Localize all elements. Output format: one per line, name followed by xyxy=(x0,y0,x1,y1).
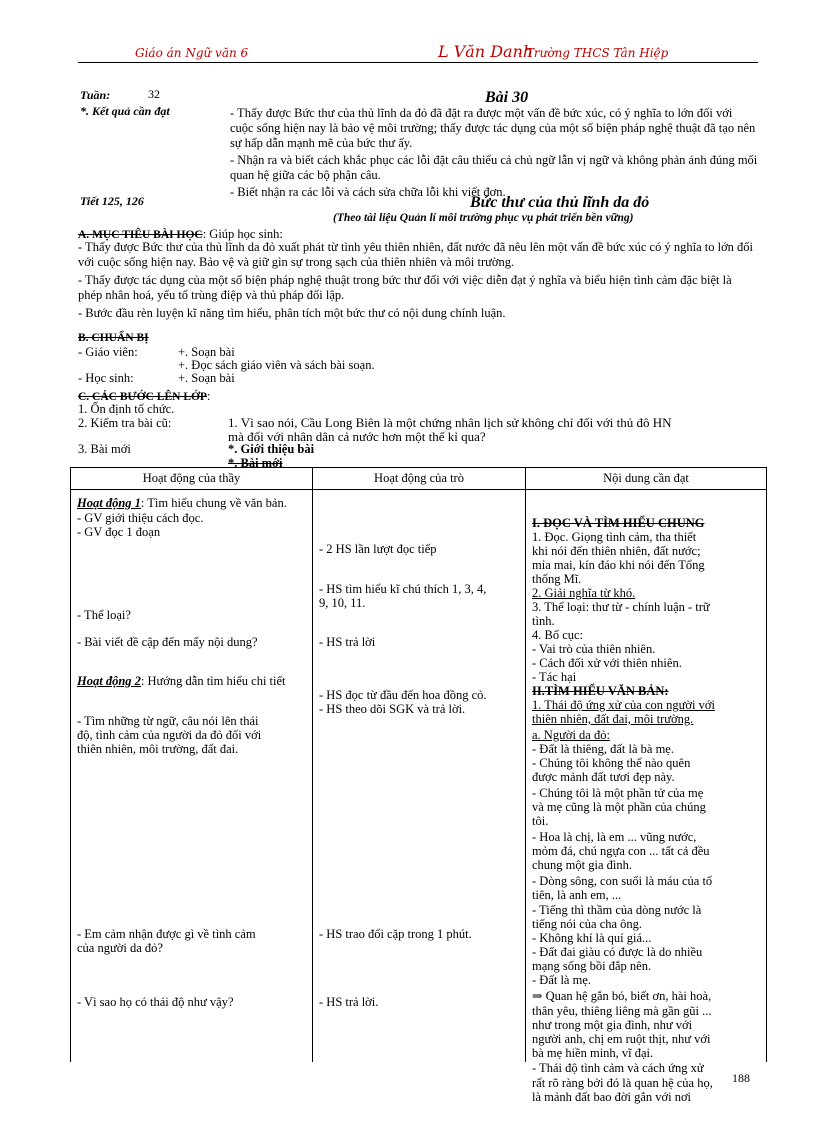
content-item-line: - Tác hại xyxy=(532,670,577,684)
teacher-activity-line: - Vì sao họ có thái độ như vậy? xyxy=(77,995,234,1009)
content-item-line: II.TÌM HIỂU VĂN BẢN: xyxy=(532,684,669,698)
content-item-line: 3. Thể loại: thư từ - chính luận - trữ xyxy=(532,600,710,614)
content-item-line: được mảnh đất tươi đẹp này. xyxy=(532,770,675,784)
section-a-items xyxy=(78,240,758,321)
student-activity-line: 9, 10, 11. xyxy=(319,596,366,610)
text-subtitle: (Theo tài liệu Quản lí môi trường phục vụ phát triển bền vững) xyxy=(333,212,634,224)
text-title: Bức thư của thủ lĩnh da đỏ xyxy=(470,194,650,211)
content-item-line: - Không khí là quí giá... xyxy=(532,931,652,945)
page-number: 188 xyxy=(732,1071,750,1085)
section-c-heading: C. CÁC BƯỚC LÊN LỚP xyxy=(78,391,207,403)
activity-description: : Tìm hiểu chung về văn bản. xyxy=(140,496,287,510)
student-activity-line: - HS đọc từ đầu đến hoa đồng cỏ. xyxy=(319,688,487,702)
content-item-line: rất rõ ràng bởi đó là quan hệ của họ, xyxy=(532,1076,713,1090)
week-label: Tuần: xyxy=(80,88,111,102)
student-activity-line: - HS tìm hiểu kĩ chú thích 1, 3, 4, xyxy=(319,582,487,596)
teacher-column xyxy=(71,490,312,1062)
period-label: Tiết 125, 126 xyxy=(80,194,144,208)
content-item-line: 1. Thái độ ứng xử của con người với xyxy=(532,698,715,712)
header-author: L Văn Danh xyxy=(438,42,534,61)
result-item-2: - Nhận ra và biết cách khắc phục các lỗi đặt câu thiếu cả chủ ngữ lẫn vị ngữ và không phản ánh đúng mối quan hệ giữa các bộ phận câu. xyxy=(230,153,758,182)
teacher-activity-line: - Bài viết đề cập đến mấy nội dung? xyxy=(77,635,258,649)
teacher-activity-line: độ, tình cảm của người da đỏ đối với xyxy=(77,728,262,742)
teacher-activity-line: - GV giới thiệu cách đọc. xyxy=(77,511,204,525)
content-item-line: mỉa mai, kín đáo khi nói đến Tổng xyxy=(532,558,705,572)
content-item-line: là mảnh đất bao đời gắn với nơi xyxy=(532,1090,692,1104)
content-item-line: và mẹ cũng là một phần của chúng xyxy=(532,800,706,814)
student-activity-line: - HS trả lời xyxy=(319,635,376,649)
objective-2: - Thấy được tác dụng của một số biện pháp nghệ thuật trong bức thư đối với việc diễn đạt ý nghĩa và biểu hiện tình cảm đặc biệt là phép nhân hoá, yếu tố trùng điệp và thủ pháp đối lập. xyxy=(78,273,732,302)
student-activity-line: - 2 HS lần lượt đọc tiếp xyxy=(319,542,437,556)
content-item-line: - Chúng tôi không thể nào quên xyxy=(532,756,691,770)
intro-label: *. Giới thiệu bài xyxy=(228,442,315,456)
student-activity-line: - HS trao đổi cặp trong 1 phút. xyxy=(319,927,472,941)
content-item-line: - Vai trò của thiên nhiên. xyxy=(532,642,656,656)
header-left: Giáo án Ngữ văn 6 xyxy=(135,46,249,60)
content-item-line: - Dòng sông, con suối là máu của tổ xyxy=(532,874,713,888)
header-rule xyxy=(78,62,758,63)
content-item-line: - Cách đối xử với thiên nhiên. xyxy=(532,656,682,670)
content-item-line: khi nói đến thiên nhiên, đất nước; xyxy=(532,544,701,558)
teacher-activity-line: thiên nhiên, môi trường, đất đai. xyxy=(77,742,239,756)
section-a-lead: : Giúp học sinh: xyxy=(202,227,283,241)
step-2-question-1: 1. Vì sao nói, Cầu Long Biên là một chứng nhân lịch sử không chỉ đối với thủ đô HN xyxy=(228,415,672,430)
content-item-line: a. Người da đỏ: xyxy=(532,728,610,742)
step-3-label: 3. Bài mới xyxy=(78,442,131,456)
objective-1: - Thấy được Bức thư của thủ lĩnh da đỏ xuất phát từ tình yêu thiên nhiên, đất nước đã nêu lên một vấn đề bức xúc có ý nghĩa to lớn đối với cuộc sống hiện nay. Bảo vệ và giữ gìn sự trong sạch của thiên nhiên và môi trường. xyxy=(78,240,754,269)
content-item-line: - Hoa là chị, là em ... vũng nước, xyxy=(532,830,697,844)
content-item-line: tôi. xyxy=(532,814,549,828)
content-item-line: - Thái độ tình cảm và cách ứng xử xyxy=(532,1061,704,1075)
content-item-line: tiên, là anh em, ... xyxy=(532,888,622,902)
result-item-3: - Biết nhận ra các lỗi và cách sửa chữa lỗi khi viết đơn. xyxy=(230,185,506,199)
teacher-activity-line: của người da đỏ? xyxy=(77,941,163,955)
header-content: Nội dung cần đạt xyxy=(526,468,767,490)
content-item-line: người anh, chị em ruột thịt, như với xyxy=(532,1032,711,1046)
teacher-prep-1: +. Soạn bài xyxy=(178,345,235,359)
teacher-prep-2: +. Đọc sách giáo viên và sách bài soạn. xyxy=(178,358,375,372)
content-item-line: ⇒ Quan hệ gắn bó, biết ơn, hài hoà, xyxy=(532,989,712,1003)
content-item-line: bà mẹ hiền minh, vĩ đại. xyxy=(532,1046,654,1060)
content-item-line: chung một gia đình. xyxy=(532,858,632,872)
section-c-heading-tail: : xyxy=(206,389,211,403)
header-student-activity: Hoạt động của trò xyxy=(313,468,526,490)
result-label: *. Kết quả cần đạt xyxy=(80,104,170,118)
content-item-line: thiên nhiên, đất đai, môi trường. xyxy=(532,712,694,726)
content-item-line: mỏm đá, chú ngựa con ... tất cả đều xyxy=(532,844,710,858)
content-item-line: - Đất là mẹ. xyxy=(532,973,592,987)
teacher-activity-line: - Em cảm nhận được gì về tình cảm xyxy=(77,927,256,941)
teacher-activity-line xyxy=(77,674,308,689)
student-column xyxy=(313,490,525,1062)
results-block xyxy=(230,106,758,200)
content-item-line: - Tiếng thì thầm của dòng nước là xyxy=(532,903,702,917)
header-right: - Trường THCS Tân Hiệp xyxy=(518,46,669,60)
objective-3: - Bước đầu rèn luyện kĩ năng tìm hiểu, phân tích một bức thư có nội dung chính luận. xyxy=(78,306,506,320)
content-item-line: - Chúng tôi là một phần tử của mẹ xyxy=(532,786,704,800)
week-value: 32 xyxy=(148,87,160,101)
content-item-line: 2. Giải nghĩa từ khó. xyxy=(532,586,636,600)
content-item-line: thân yêu, thiêng liêng mà gần gũi ... xyxy=(532,1004,712,1018)
teacher-prep-label: - Giáo viên: xyxy=(78,345,138,359)
lesson-title: Bài 30 xyxy=(485,89,529,106)
content-item-line: tình. xyxy=(532,614,555,628)
step-1: 1. Ổn định tổ chức. xyxy=(78,402,175,416)
content-item-line: mạng sống bồi đắp nên. xyxy=(532,959,652,973)
student-activity-line: - HS trả lời. xyxy=(319,995,379,1009)
content-item-line: 4. Bố cục: xyxy=(532,628,584,642)
content-item-line: - Đất là thiêng, đất là bà mẹ. xyxy=(532,742,674,756)
section-a-heading: A. MỤC TIÊU BÀI HỌC xyxy=(78,229,203,241)
activity-label: Hoạt động 2 xyxy=(77,674,141,688)
content-item-line: I. ĐỌC VÀ TÌM HIỂU CHUNG xyxy=(532,516,705,530)
content-item-line: thống Mĩ. xyxy=(532,572,582,586)
new-lesson-label: *. Bài mới xyxy=(228,456,283,470)
student-activity-line: - HS theo dõi SGK và trả lời. xyxy=(319,702,466,716)
result-item-1: - Thấy được Bức thư của thủ lĩnh da đỏ đã đặt ra được một vấn đề bức xúc, có ý nghĩa to lớn đối với cuộc sống hiện nay là bảo vệ môi trường; thấy được tác dụng của một số biện pháp nghệ thuật đã tạo nên sự hấp dẫn mạnh mẽ của bức thư ấy. xyxy=(230,106,756,150)
content-item-line: - Đất đai giàu có được là do nhiều xyxy=(532,945,703,959)
teacher-activity-line xyxy=(77,496,308,511)
activity-description: : Hướng dẫn tìm hiểu chi tiết xyxy=(140,674,286,688)
table-body-row xyxy=(71,490,767,1063)
content-item-line: như trong một gia đình, như với xyxy=(532,1018,693,1032)
student-prep-1: +. Soạn bài xyxy=(178,371,235,385)
teacher-activity-line: - Thể loại? xyxy=(77,608,131,622)
table-header-row xyxy=(71,468,767,490)
teacher-activity-line: - GV đọc 1 đoạn xyxy=(77,525,161,539)
teacher-activity-line: - Tìm những từ ngữ, câu nói lên thái xyxy=(77,714,259,728)
header-teacher-activity: Hoạt động của thầy xyxy=(71,468,313,490)
student-prep-label: - Học sinh: xyxy=(78,371,134,385)
section-b-heading: B. CHUẨN BỊ xyxy=(78,332,149,344)
content-item-line: 1. Đọc. Giọng tình cảm, tha thiết xyxy=(532,530,697,544)
content-item-line: tiếng nói của cha ông. xyxy=(532,917,643,931)
step-2-question-2: mà đối với nhân dân cả nước hơn một thế kỉ qua? xyxy=(228,429,486,444)
activity-label: Hoạt động 1 xyxy=(77,496,141,510)
step-2-label: 2. Kiểm tra bài cũ: xyxy=(78,416,172,430)
